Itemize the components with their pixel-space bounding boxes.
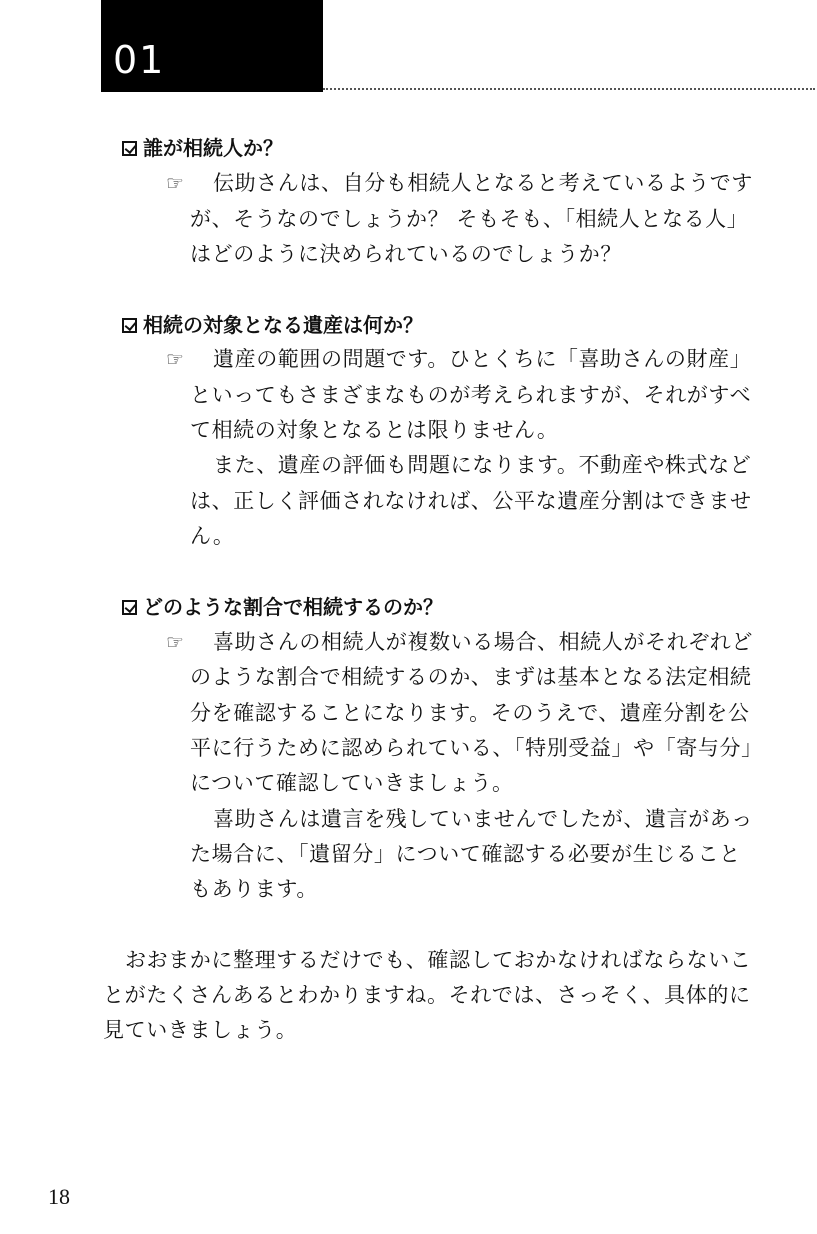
section-heading-text: 誰が相続人か？ [143,136,283,160]
body-line: 平に行うために認められている、「特別受益」や「寄与分」 [190,736,763,760]
pointing-hand-icon: ☞ [166,630,184,654]
body-line: は、正しく評価されなければ、公平な遺産分割はできませ [190,489,752,513]
body-line: おおまかに整理するだけでも、確認しておかなければならないこ [125,948,752,972]
page-number: 18 [48,1184,70,1209]
body-line: について確認していきましょう。 [190,771,514,795]
chapter-number: 01 [113,38,166,82]
pointing-hand-icon: ☞ [166,171,184,195]
pointing-hand-icon: ☞ [166,347,184,371]
header-dotted-rule [323,88,815,90]
body-line: 見ていきましょう。 [103,1018,298,1042]
checkbox-icon [122,141,137,156]
section-heading [122,134,283,162]
body-line: とがたくさんあるとわかりますね。それでは、さっそく、具体的に [103,983,751,1007]
body-line: た場合に、「遺留分」について確認する必要が生じること [190,842,741,866]
body-line: 喜助さんは遺言を残していませんでしたが、遺言があっ [213,807,753,831]
body-line: が、そうなのでしょうか？ そもそも、「相続人となる人」 [190,207,749,231]
body-line: 分を確認することになります。そのうえで、遺産分割を公 [190,701,750,725]
body-line: 喜助さんの相続人が複数いる場合、相続人がそれぞれど [213,630,753,654]
section-heading [122,311,423,339]
body-line: 遺産の範囲の問題です。ひとくちに「喜助さんの財産」 [213,347,752,371]
section-heading [122,593,443,621]
section-heading-text: どのような割合で相続するのか？ [143,595,443,619]
section-heading-text: 相続の対象となる遺産は何か？ [143,313,423,337]
body-line: ん。 [190,524,235,548]
body-line: また、遺産の評価も問題になります。不動産や株式など [213,453,752,477]
checkbox-icon [122,600,137,615]
checkbox-icon [122,318,137,333]
body-line: のような割合で相続するのか、まずは基本となる法定相続 [190,665,752,689]
body-line: といってもさまざまなものが考えられますが、それがすべ [190,383,752,407]
body-line: て相続の対象となるとは限りません。 [190,418,559,442]
body-line: 伝助さんは、自分も相続人となると考えているようです [213,171,753,195]
chapter-number-box [101,0,323,92]
body-line: もあります。 [190,877,318,901]
body-line: はどのように決められているのでしょうか？ [190,242,622,266]
